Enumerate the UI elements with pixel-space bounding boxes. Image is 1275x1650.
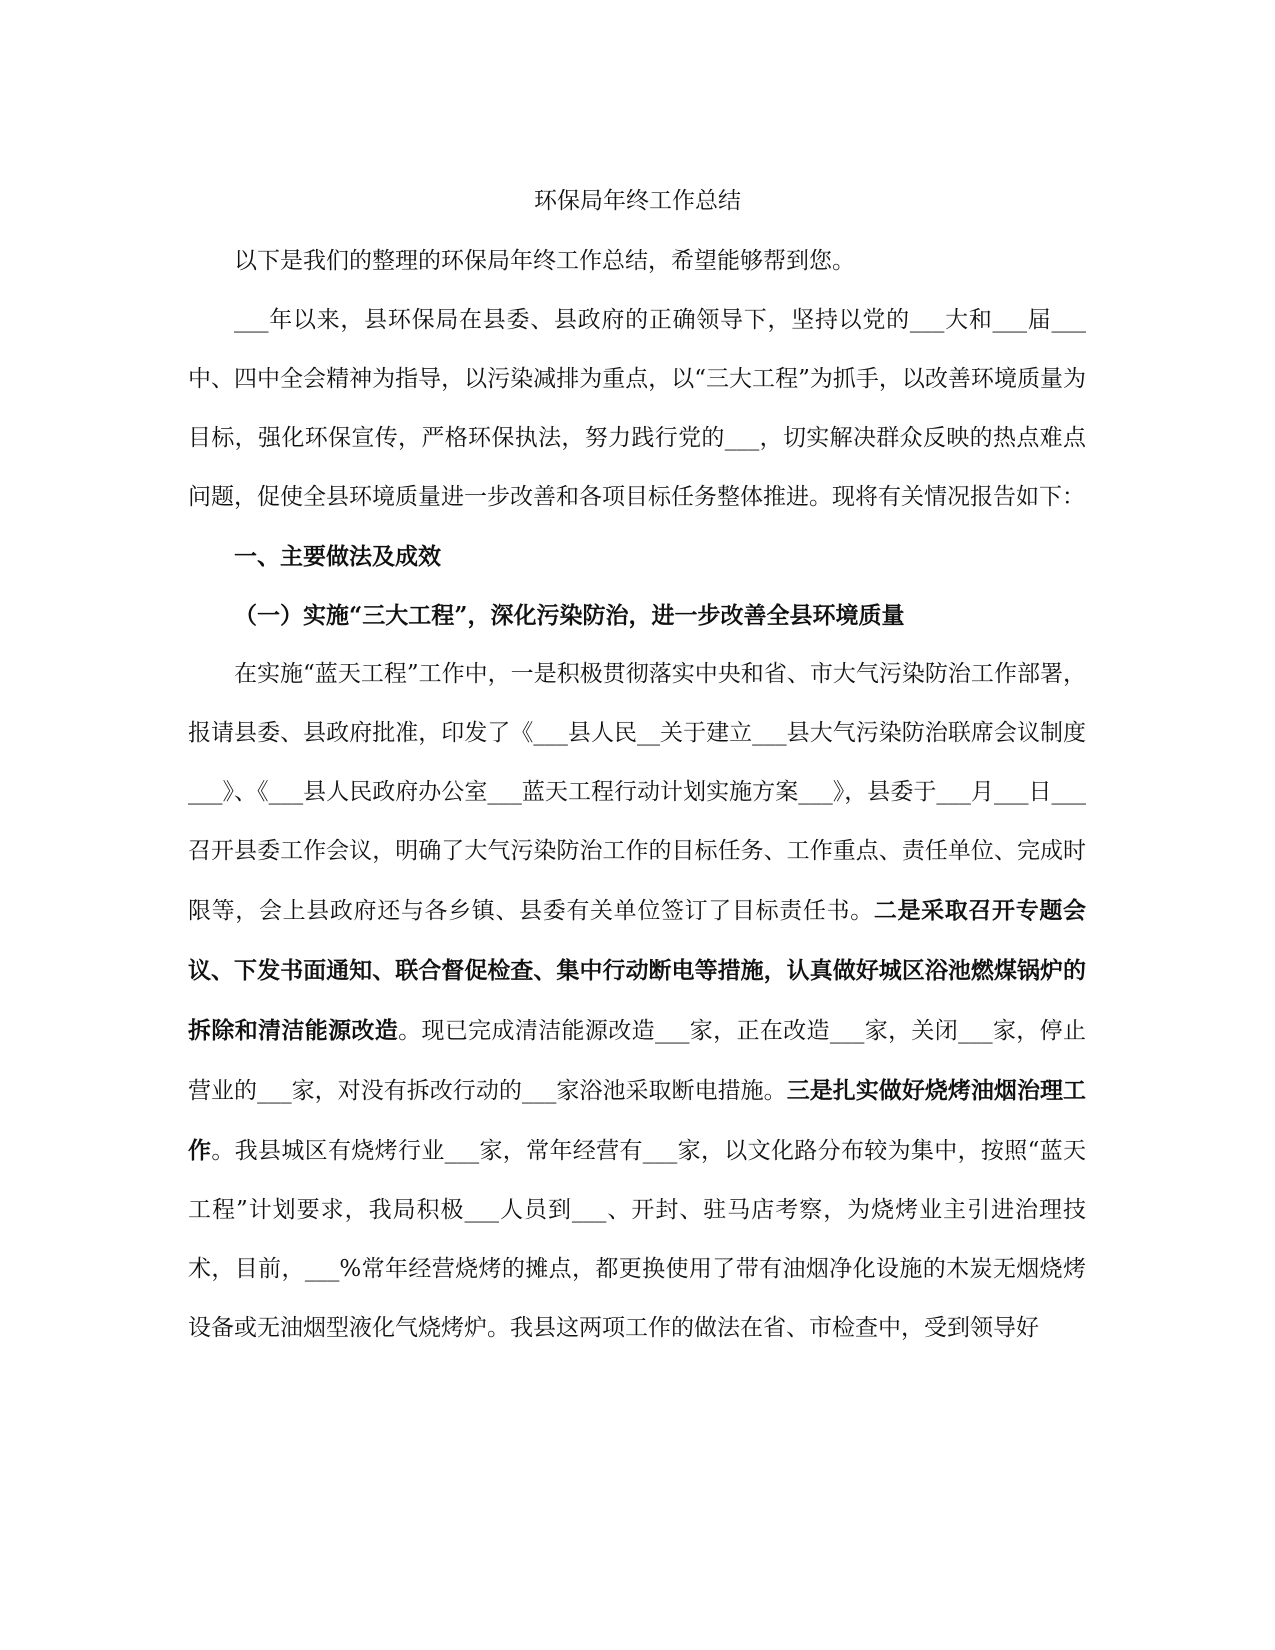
document-title: 环保局年终工作总结 <box>534 188 741 214</box>
subsection-heading-1: （一）实施“三大工程”，深化污染防治，进一步改善全县环境质量 <box>234 602 905 629</box>
intro-paragraph: 以下是我们的整理的环保局年终工作总结，希望能够帮到您。 <box>234 248 855 274</box>
paragraph-text-part-1: 在实施“蓝天工程”工作中，一是积极贯彻落实中央和省、市大气污染防治工作部署，报请县委、县政府批准，印发了《___县人民__关于建立___县大气污染防治联席会议制度___》、《___县人民政府办公室___蓝天工程行动计划实施方案___》，县委于___月___日___召开县委工作会议，明确了大气污染防治工作的目标任务、工作重点、责任单位、完成时限等，会上县政府还与各乡镇、县委有关单位签订了目标责任书。 <box>188 661 1086 924</box>
blue-sky-paragraph <box>188 645 1086 1358</box>
paragraph-text-part-3: 。我县城区有烧烤行业___家，常年经营有___家，以文化路分布较为集中，按照“蓝天工程”计划要求，我局积极___人员到___、开封、驻马店考察，为烧烤业主引进治理技术，目前，___%常年经营烧烤的摊点，都更换使用了带有油烟净化设施的木炭无烟烧烤设备或无油烟型液化气烧烤炉。我县这两项工作的做法在省、市检查中，受到领导好 <box>188 1138 1087 1341</box>
section-heading-1: 一、主要做法及成效 <box>234 543 441 570</box>
paragraph-text-part-2: 。现已完成清洁能源改造___家，正在改造___家，关闭___家，停止营业的___家，对没有拆改行动的___家浴池采取断电措施。 <box>188 1018 1087 1104</box>
paragraph-bold-point-2: 二是采取召开专题会议、下发书面通知、联合督促检查、集中行动断电等措施，认真做好城区浴池燃煤锅炉的拆除和清洁能源改造 <box>188 897 1087 1044</box>
paragraph-bold-point-3: 三是扎实做好烧烤油烟治理工作 <box>188 1077 1087 1164</box>
opening-paragraph: ___年以来，县环保局在县委、县政府的正确领导下，坚持以党的___大和___届___中、四中全会精神为指导，以污染减排为重点，以“三大工程”为抓手，以改善环境质量为目标，强化环保宣传，严格环保执法，努力践行党的___，切实解决群众反映的热点难点问题，促使全县环境质量进一步改善和各项目标任务整体推进。现将有关情况报告如下： <box>188 307 1086 510</box>
document-body <box>188 232 1086 1358</box>
